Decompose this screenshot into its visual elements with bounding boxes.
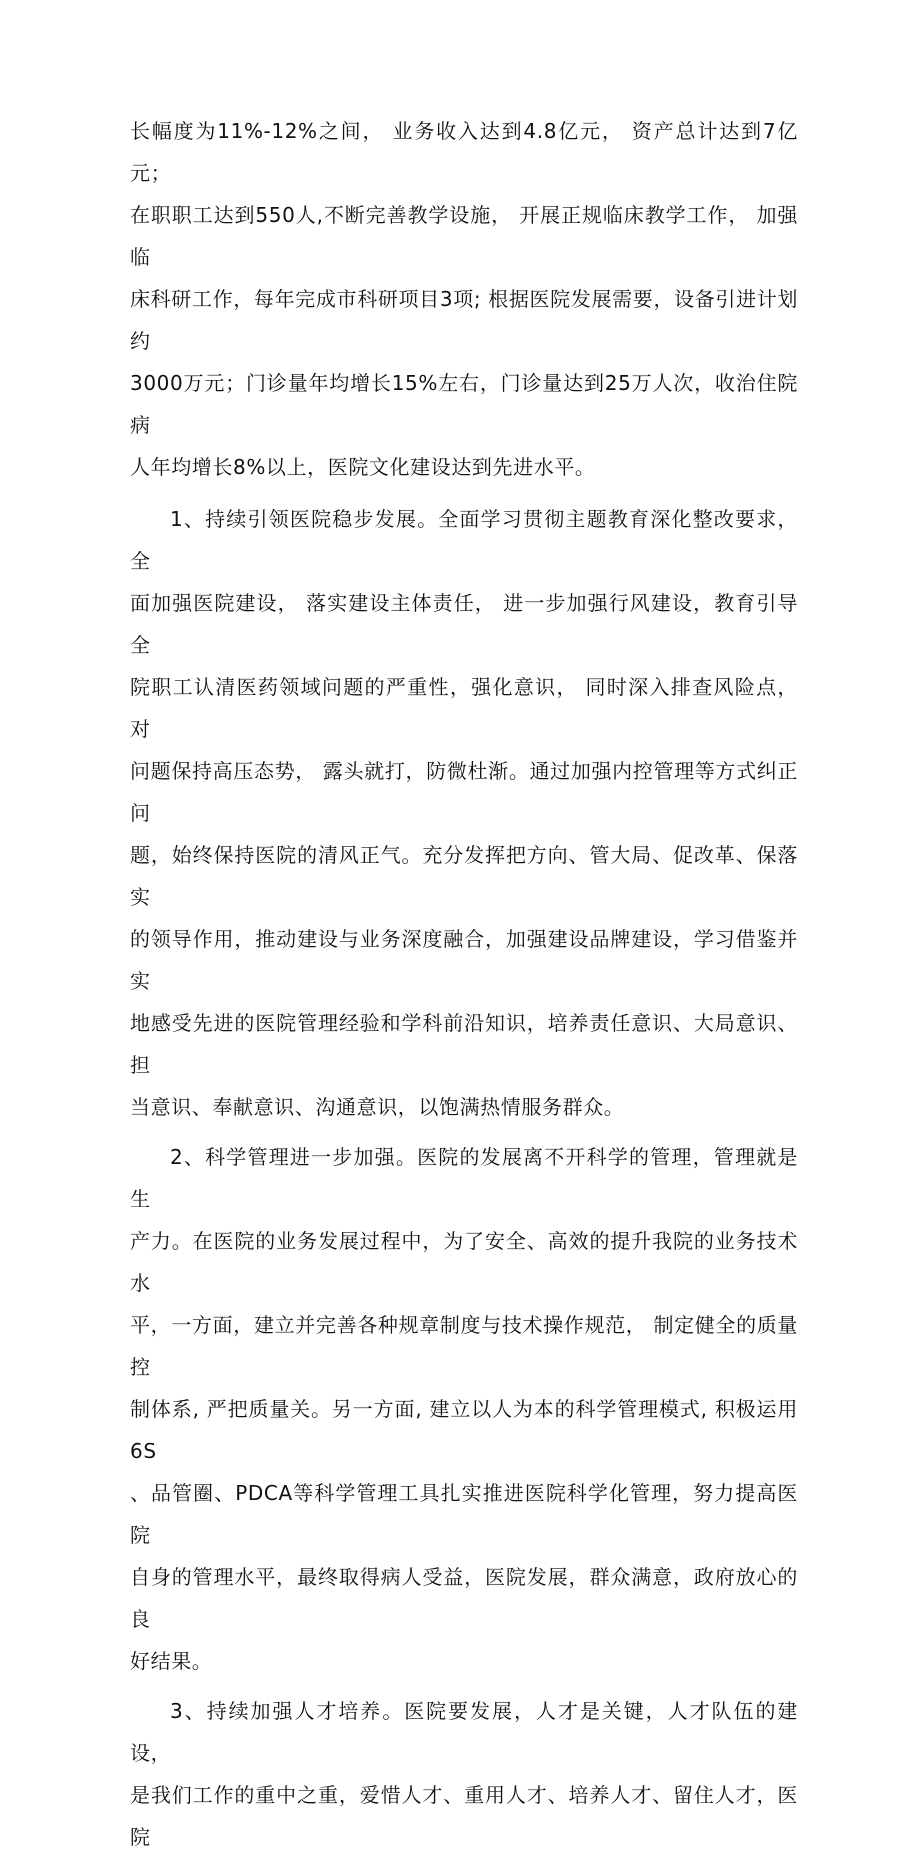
paragraph-item-1: 1、持续引领医院稳步发展。全面学习贯彻主题教育深化整改要求， 全 面加强医院建设， 落实建设主体责任， 进一步加强行风建设，教育引导全 院职工认清医药领域问题的严重性，强化意识， 同时深入排查风险点， 对 问题保持高压态势， 露头就打，防微杜渐。通过加强内控管理等方式纠正问 题，始终保持医院的清风正气。充分发挥把方向、管大局、促改革、保落实 的领导作用，推动建设与业务深度融合，加强建设品牌建设，学习借鉴并实 地感受先进的医院管理经验和学科前沿知识，培养责任意识、大局意识、担 当意识、奉献意识、沟通意识，以饱满热情服务群众。 [130, 507, 798, 1119]
paragraph-item-3: 3、持续加强人才培养。医院要发展，人才是关键，人才队伍的建设， 是我们工作的重中之重，爱惜人才、重用人才、培养人才、留住人才，医院 [130, 1699, 798, 1849]
document-body [130, 110, 798, 1866]
paragraph-item-2: 2、科学管理进一步加强。医院的发展离不开科学的管理，管理就是生 产力。在医院的业务发展过程中，为了安全、高效的提升我院的业务技术水 平，一方面，建立并完善各种规章制度与技术操作规范， 制定健全的质量控 制体系, 严把质量关。另一方面, 建立以人为本的科学管理模式, 积极运用6S 、品管圈、PDCA等科学管理工具扎实推进医院科学化管理，努力提高医院 自身的管理水平，最终取得病人受益，医院发展，群众满意，政府放心的良 好结果。 [130, 1145, 798, 1673]
paragraph-continuation: 长幅度为11%-12%之间， 业务收入达到4.8亿元， 资产总计达到7亿元； 在职职工达到550人,不断完善教学设施， 开展正规临床教学工作， 加强临 床科研工作，每年完成市科研项目3项; 根据医院发展需要，设备引进计划约 3000万元；门诊量年均增长15%左右，门诊量达到25万人次，收治住院病 人年均增长8%以上，医院文化建设达到先进水平。 [130, 119, 798, 479]
